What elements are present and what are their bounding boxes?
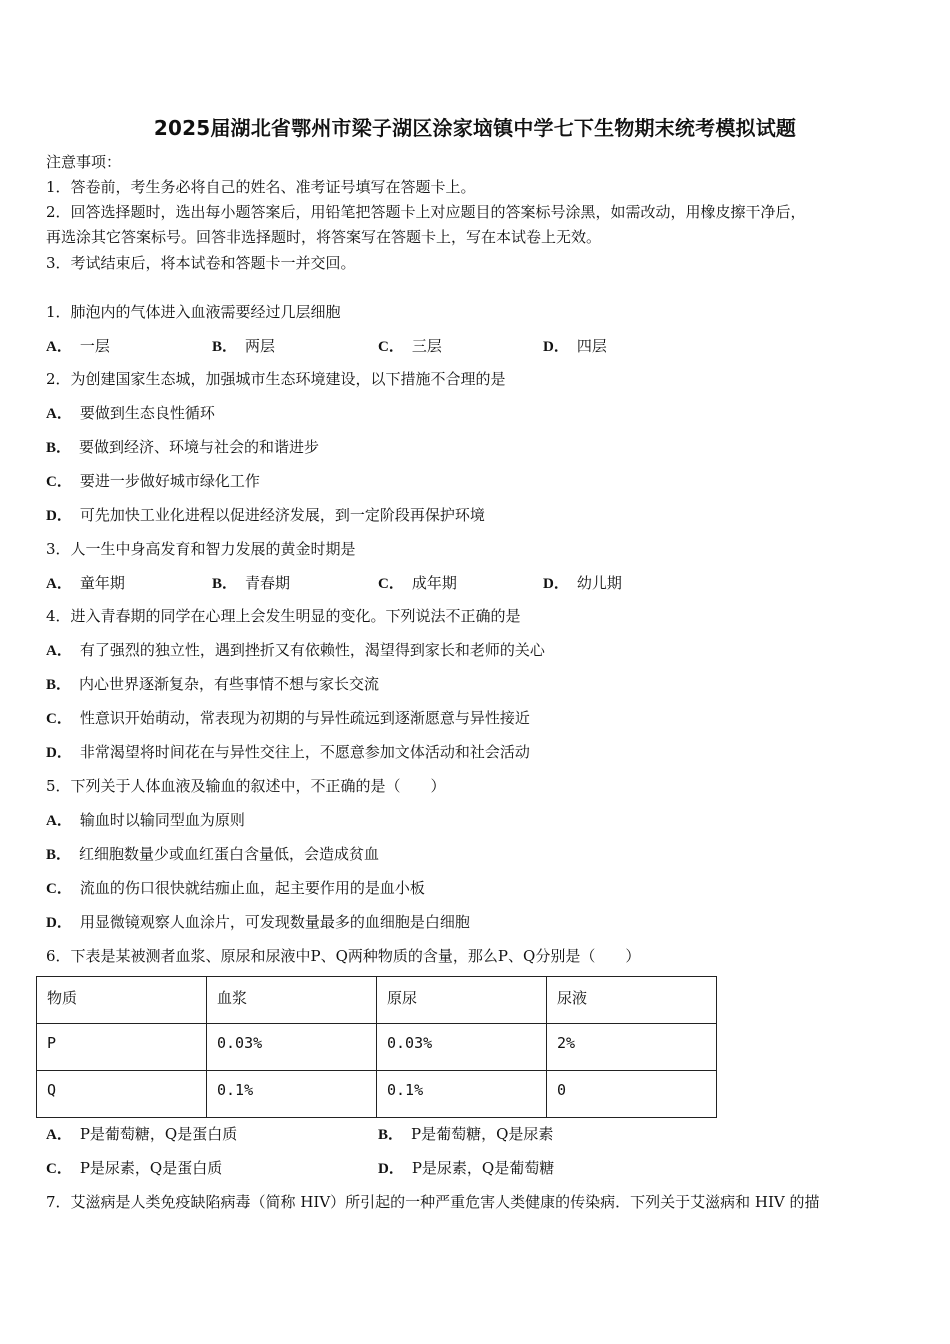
table-header-cell: 物质 bbox=[37, 977, 207, 1024]
option-c bbox=[46, 878, 425, 899]
option-text: 四层 bbox=[576, 337, 607, 355]
table-cell: P bbox=[37, 1024, 207, 1071]
option-text: 童年期 bbox=[79, 574, 125, 592]
option-label: A． bbox=[46, 576, 72, 592]
option-text: 要做到生态良性循环 bbox=[79, 404, 215, 422]
option-label: C． bbox=[378, 339, 404, 355]
notice-item: 再选涂其它答案标号。回答非选择题时，将答案写在答题卡上，写在本试卷上无效。 bbox=[46, 228, 602, 246]
question-stem: 7．艾滋病是人类免疫缺陷病毒（简称 HIV）所引起的一种严重危害人类健康的传染病．下列关于艾滋病和 HIV 的描 bbox=[46, 1193, 820, 1211]
notice-item: 1．答卷前，考生务必将自己的姓名、准考证号填写在答题卡上。 bbox=[46, 178, 476, 196]
table-cell: 0.1% bbox=[207, 1071, 377, 1118]
option-label: B． bbox=[212, 339, 238, 355]
option-text: 性意识开始萌动，常表现为初期的与异性疏远到逐渐愿意与异性接近 bbox=[79, 709, 530, 727]
table-header-cell: 尿液 bbox=[547, 977, 717, 1024]
option-b bbox=[46, 437, 319, 458]
option-label: C． bbox=[46, 1161, 72, 1177]
option-label: D． bbox=[46, 745, 72, 761]
option-b bbox=[46, 844, 379, 865]
option-b bbox=[212, 336, 275, 357]
option-a bbox=[46, 810, 245, 831]
option-d bbox=[543, 336, 607, 357]
table-cell: 2% bbox=[547, 1024, 717, 1071]
data-table bbox=[36, 976, 717, 1118]
table-cell: 0 bbox=[547, 1071, 717, 1118]
option-text: P是葡萄糖，Q是蛋白质 bbox=[79, 1125, 238, 1143]
option-label: D． bbox=[46, 915, 72, 931]
table-header-row bbox=[37, 977, 717, 1024]
option-text: 内心世界逐渐复杂，有些事情不想与家长交流 bbox=[79, 675, 380, 693]
option-label: C． bbox=[378, 576, 404, 592]
option-label: B． bbox=[46, 677, 72, 693]
option-text: 青春期 bbox=[245, 574, 291, 592]
option-text: P是尿素，Q是葡萄糖 bbox=[411, 1159, 555, 1177]
option-a bbox=[46, 573, 125, 594]
table-cell: 0.1% bbox=[377, 1071, 547, 1118]
option-c bbox=[46, 708, 530, 729]
option-b bbox=[378, 1124, 553, 1145]
option-text: 红细胞数量少或血红蛋白含量低，会造成贫血 bbox=[79, 845, 380, 863]
question-stem: 2．为创建国家生态城，加强城市生态环境建设，以下措施不合理的是 bbox=[46, 370, 506, 388]
option-label: A． bbox=[46, 643, 72, 659]
option-c bbox=[46, 471, 260, 492]
option-label: A． bbox=[46, 813, 72, 829]
option-label: D． bbox=[46, 508, 72, 524]
option-text: 非常渴望将时间花在与异性交往上，不愿意参加文体活动和社会活动 bbox=[79, 743, 530, 761]
option-a bbox=[46, 403, 215, 424]
option-c bbox=[46, 1158, 222, 1179]
option-text: 两层 bbox=[245, 337, 276, 355]
option-label: A． bbox=[46, 339, 72, 355]
option-text: P是葡萄糖，Q是尿素 bbox=[411, 1125, 554, 1143]
option-label: C． bbox=[46, 711, 72, 727]
option-a bbox=[46, 336, 110, 357]
option-label: C． bbox=[46, 881, 72, 897]
question-stem: 6．下表是某被测者血浆、原尿和尿液中P、Q两种物质的含量，那么P、Q分别是（ ） bbox=[46, 947, 641, 965]
table-cell: Q bbox=[37, 1071, 207, 1118]
option-d bbox=[543, 573, 622, 594]
option-text: 输血时以输同型血为原则 bbox=[79, 811, 245, 829]
table-cell: 0.03% bbox=[377, 1024, 547, 1071]
option-label: D． bbox=[378, 1161, 404, 1177]
option-text: 成年期 bbox=[411, 574, 457, 592]
option-b bbox=[46, 674, 379, 695]
option-d bbox=[378, 1158, 554, 1179]
option-c bbox=[378, 336, 442, 357]
option-a bbox=[46, 640, 545, 661]
option-d bbox=[46, 912, 470, 933]
option-text: 三层 bbox=[411, 337, 442, 355]
option-text: 一层 bbox=[79, 337, 110, 355]
table-header-cell: 原尿 bbox=[377, 977, 547, 1024]
question-stem: 5．下列关于人体血液及输血的叙述中，不正确的是（ ） bbox=[46, 777, 446, 795]
option-label: D． bbox=[543, 576, 569, 592]
question-stem: 4．进入青春期的同学在心理上会发生明显的变化。下列说法不正确的是 bbox=[46, 607, 521, 625]
option-text: P是尿素，Q是蛋白质 bbox=[79, 1159, 223, 1177]
question-stem: 3．人一生中身高发育和智力发展的黄金时期是 bbox=[46, 540, 356, 558]
option-text: 可先加快工业化进程以促进经济发展，到一定阶段再保护环境 bbox=[79, 506, 485, 524]
option-a bbox=[46, 1124, 237, 1145]
option-label: B． bbox=[46, 440, 72, 456]
option-text: 用显微镜观察人血涂片，可发现数量最多的血细胞是白细胞 bbox=[79, 913, 470, 931]
option-label: C． bbox=[46, 474, 72, 490]
notice-heading: 注意事项： bbox=[46, 153, 122, 171]
notice-item: 3．考试结束后，将本试卷和答题卡一并交回。 bbox=[46, 254, 356, 272]
option-label: B． bbox=[378, 1127, 404, 1143]
option-label: D． bbox=[543, 339, 569, 355]
table-row bbox=[37, 1024, 717, 1071]
option-text: 流血的伤口很快就结痂止血，起主要作用的是血小板 bbox=[79, 879, 425, 897]
option-text: 要进一步做好城市绿化工作 bbox=[79, 472, 260, 490]
option-d bbox=[46, 505, 485, 526]
option-label: A． bbox=[46, 406, 72, 422]
question-stem: 1．肺泡内的气体进入血液需要经过几层细胞 bbox=[46, 303, 341, 321]
option-label: B． bbox=[212, 576, 238, 592]
page-title: 2025届湖北省鄂州市梁子湖区涂家垴镇中学七下生物期末统考模拟试题 bbox=[153, 116, 797, 140]
table-row bbox=[37, 1071, 717, 1118]
option-text: 有了强烈的独立性，遇到挫折又有依赖性，渴望得到家长和老师的关心 bbox=[79, 641, 545, 659]
option-b bbox=[212, 573, 290, 594]
table-header-cell: 血浆 bbox=[207, 977, 377, 1024]
option-label: B． bbox=[46, 847, 72, 863]
option-c bbox=[378, 573, 457, 594]
table-cell: 0.03% bbox=[207, 1024, 377, 1071]
option-text: 要做到经济、环境与社会的和谐进步 bbox=[79, 438, 320, 456]
notice-item: 2．回答选择题时，选出每小题答案后，用铅笔把答题卡上对应题目的答案标号涂黑，如需改动，用橡皮擦干净后， bbox=[46, 203, 806, 221]
option-text: 幼儿期 bbox=[576, 574, 622, 592]
option-d bbox=[46, 742, 530, 763]
option-label: A． bbox=[46, 1127, 72, 1143]
